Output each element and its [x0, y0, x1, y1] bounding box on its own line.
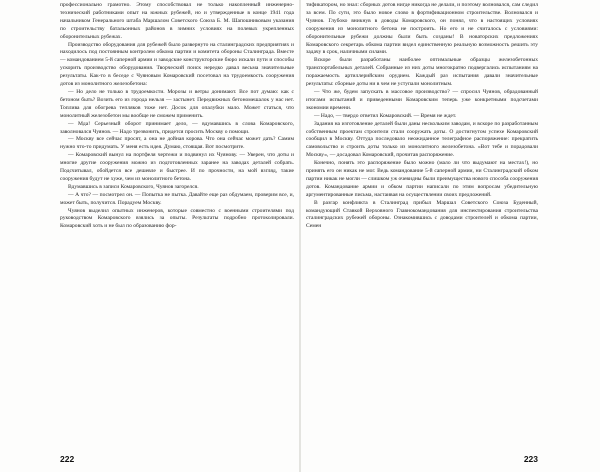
paragraph: — Комаровский вынул на портфеля чертежи и подвинул их Чуянову. — Уверен, что доты и многие другие сооружения можно из подготовленных заранее на заводах деталей собрать. Подсчитывал, обойдется все дешевле и быстрее. И по прочности, на мой взгляд, такие сооружения будут не хуже, чем из монолитного бетона. — [60, 152, 294, 182]
paragraph: — Что же, будем запускать в массовое производство? — спросил Чуянов, обрадованный итогами испытаний и приведенными Комаровским теперь уже конкретными подсчетами экономии времени. — [306, 88, 538, 111]
right-page — [300, 0, 600, 472]
paragraph: — А что? — посмотрел он. — Попытка не пытка. Давайте еще раз обдумаем, проверим все, и, может быть, получится. Порадуем Москву. — [60, 191, 294, 206]
paragraph: — Мда! Серьезный оборот принимает дело, — вдумавшись в слова Комаровского, заволновался Чуянов. — Надо трезвонить, придется просить Москву о помощи. — [60, 120, 294, 135]
paragraph: Производство оборудования для рубежей было развернуто на сталинградских предприятиях и находилось под постоянным контролем обкома партии и комитета обороны Сталинграда. Вместе — командованием 5-й саперной армии и заводские конструкторские бюро искали пути и способы ускорить производство оборудования. Творческий поиск нередко давал весьма значительные результаты. Как-то в беседе с Чуяновым Комаровский посетовал на трудоемкость сооружения дотов из монолитного железобетона: — [60, 41, 294, 88]
paragraph: профессионально грамотно. Этому способствовал не только накопленный инженерно-технический работниками опыт на южных рубежей, но и утвержденные в конце 1941 года начальником Генерального штаба Маршалом Советского Союза Б. М. Шапошниковым указания по строительству батальонных районов в зимних условиях на полевых укрепленных оборонительных рубежах. — [60, 2, 294, 40]
paragraph: Конечно, понять это распоряжение было можно (мало ли что выдумают на местах!), но принять его он никак не мог. Ведь командование 5-й саперной армии, ни Сталинградский обком партии никак не могли — слишком уж очевидны были преимущества нового способа сооружения дотов. Командование армии и обком партии написали по этим вопросам убедительную аргументированные письма, настаивая на осуществлении своих предложений. — [306, 160, 538, 198]
paragraph: Вдумавшись в записи Комаровского, Чуянов загорелся. — [68, 183, 199, 190]
paragraph: — Надо, — твердо ответил Комаровский. — Время не ждет. — [314, 112, 457, 119]
paragraph: — Но дело не только в трудоемкости. Морозы и ветры донимают. Все пот думаю: как с бетоном быть? Возить его из города нельзя — застынет. Передвижных бетономешалок у нас нет. Топлива для обогрева тепляков тоже нет. Досок для опалубки мало. Может статься, что монолитный железобетон мы вообще не сможем применить. — [60, 88, 294, 119]
paragraph: тификатором, но знал: сборных дотов нигде никогда не делали, и поэтому волновался, сам следил за всем. По сути, это было новое слово в фортификационном строительстве. Волновался и Чуянов. Глубоко вникнув в доводы Комаровского, он понял, что в настоящих условиях сооружения из монолитного бетона не построить. Но его и не считалось с условиями: оборонительные рубежи должны были быть созданы! В новаторских предложениях Комаровского секретарь обкома партии видел единственную реальную возможность решить эту задачу в срок, наличными силами. — [306, 2, 538, 56]
page-number-left: 222 — [60, 454, 75, 464]
paragraph: В разгар конфликта в Сталинград прибыл Маршал Советского Союза Буденный, командующий Ставкой Верховного Главнокомандования для инспектирования строительства сталинградских рубежей обороны. Ознакомившись с доводами строителей и обкома партии, Семен — [306, 199, 538, 230]
left-page-text — [60, 2, 294, 231]
paragraph: Чуянов выделил опытных инженеров, которые совместно с военными строителями под руководством Комаровского взялись за опыты. Результаты подробно протоколировали. Комаровский хоть и не был по образованию фор- — [60, 207, 294, 230]
paragraph: Задания на изготовление деталей были даны нескольким заводам, и вскоре по разработанным собственным проектам строители стали сооружать доты. О достигнутом успехе Комаровский сообщил в Москву. Оттуда последовало неожиданное телеграфное распоряжение: прекратить самовольство и строить доты только из монолитного железобетона. «Вот тебе и порадовали Москву», — досадовал Комаровский, прочитав распоряжение. — [306, 120, 538, 159]
right-page-text — [306, 2, 538, 231]
paragraph: Вскоре были разработаны наиболее оптимальные образцы железобетонных транспортабельных деталей. Собранные из них доты многократно подвергались испытаниям на поражаемость артиллерийским орудием. Каждый раз испытания давали значительные результаты: сборные доты ни в чем не уступали монолитным. — [306, 57, 538, 88]
page-number-right: 223 — [523, 454, 538, 464]
paragraph: — Москву все сейчас просят, а она не дойная корова. Что она сейчас может дать? Самим нужно что-то придумать. У меня есть идея. Думаю, стоящая. Вот посмотрите. — [60, 136, 294, 151]
